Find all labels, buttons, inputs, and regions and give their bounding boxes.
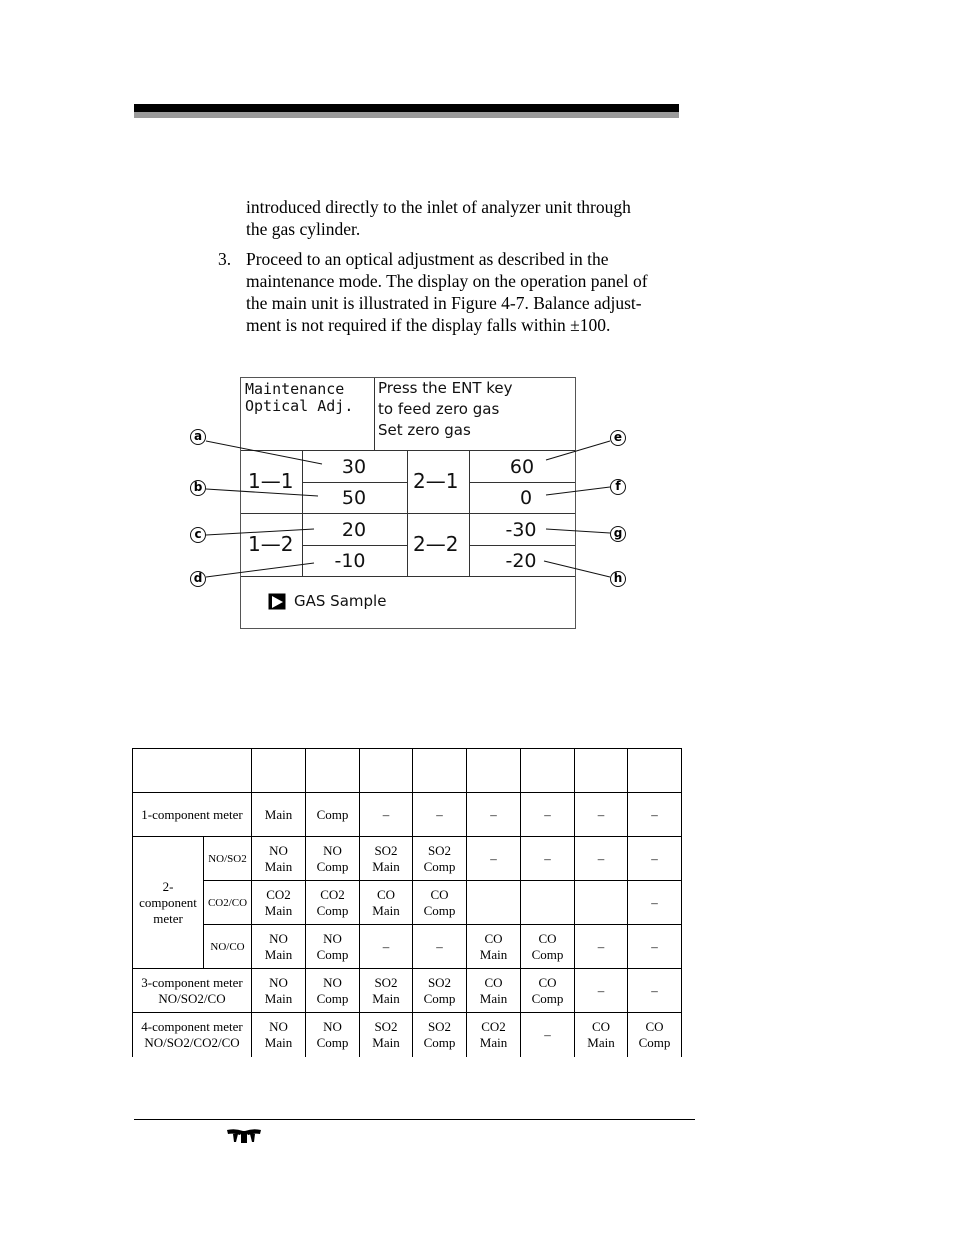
- value-c: 20: [341, 519, 367, 541]
- table-cell: [252, 1013, 306, 1057]
- cell-line: Main: [264, 990, 293, 1006]
- status-text: GAS Sample: [294, 592, 387, 610]
- value-e: 60: [509, 456, 535, 478]
- cell-line: SO2: [427, 1018, 452, 1034]
- table-row: [133, 837, 682, 881]
- channel-label-1-1: 1—1: [248, 469, 294, 493]
- channel-label-2-1: 2—1: [413, 469, 459, 493]
- table-cell: Comp: [306, 793, 360, 837]
- header-cell: [575, 749, 628, 793]
- header-cell: [521, 749, 575, 793]
- row-label-line: 3-component meter: [141, 974, 243, 990]
- value-h: -20: [505, 550, 537, 572]
- cell-line: SO2: [374, 974, 398, 990]
- cell-line: SO2: [374, 842, 398, 858]
- header-cell: [467, 749, 521, 793]
- table-cell: –: [628, 793, 682, 837]
- cell-line: Comp: [531, 990, 564, 1006]
- cell-line: Comp: [638, 1034, 671, 1050]
- table-cell: –: [413, 793, 467, 837]
- table-cell: –: [628, 837, 682, 881]
- value-d: -10: [334, 550, 366, 572]
- row-label-line: NO/SO2/CO2/CO: [144, 1034, 240, 1050]
- table-cell: Main: [252, 793, 306, 837]
- cell-line: NO: [323, 1018, 342, 1034]
- header-cell: [133, 749, 252, 793]
- lcd-title: Maintenance: [245, 380, 345, 398]
- table-cell: –: [575, 837, 628, 881]
- cell-line: CO: [538, 930, 557, 946]
- channel-label-1-2: 1—2: [248, 532, 294, 556]
- table-cell: –: [467, 793, 521, 837]
- row-label-line: NO/SO2/CO: [158, 990, 226, 1006]
- header-cell: [360, 749, 413, 793]
- table-row: [133, 969, 682, 1013]
- table-cell: [575, 881, 628, 925]
- cell-line: Main: [264, 946, 293, 962]
- table-cell: [521, 925, 575, 969]
- callout-a: a: [190, 429, 206, 445]
- table-cell: [306, 881, 360, 925]
- table-cell: [575, 1013, 628, 1057]
- cell-line: Main: [264, 1034, 293, 1050]
- cell-line: SO2: [427, 974, 452, 990]
- cell-line: Main: [372, 858, 400, 874]
- table-cell: [360, 1013, 413, 1057]
- cell-line: CO: [538, 974, 557, 990]
- cell-line: CO2: [481, 1018, 506, 1034]
- table-cell: [252, 925, 306, 969]
- table-cell: –: [575, 925, 628, 969]
- cell-line: Main: [372, 902, 400, 918]
- table-cell: [360, 969, 413, 1013]
- cell-line: Comp: [531, 946, 564, 962]
- table-cell: –: [360, 925, 413, 969]
- table-cell: –: [628, 969, 682, 1013]
- row-label: 1-component meter: [133, 793, 252, 837]
- row-label: [133, 969, 252, 1013]
- table-cell: [306, 837, 360, 881]
- cell-line: Main: [372, 1034, 400, 1050]
- cell-line: Comp: [316, 858, 349, 874]
- cell-line: Comp: [423, 858, 456, 874]
- table-cell: –: [521, 1013, 575, 1057]
- table-cell: [467, 969, 521, 1013]
- table-cell: [360, 881, 413, 925]
- group-label-line: 2-: [162, 878, 174, 894]
- table-cell: [306, 1013, 360, 1057]
- cell-line: Main: [587, 1034, 615, 1050]
- table-row: [133, 881, 682, 925]
- step-number: 3.: [218, 249, 232, 269]
- lcd-message: Set zero gas: [378, 421, 471, 439]
- value-a: 30: [341, 456, 367, 478]
- table-cell: –: [360, 793, 413, 837]
- table-cell: –: [413, 925, 467, 969]
- table-row: [133, 1013, 682, 1057]
- cell-line: Comp: [423, 1034, 456, 1050]
- group-label-line: meter: [153, 910, 183, 926]
- row-label-line: 4-component meter: [141, 1018, 243, 1034]
- cell-line: Comp: [316, 990, 349, 1006]
- cell-line: CO: [376, 886, 396, 902]
- step-line: Proceed to an optical adjustment as described in the: [246, 249, 609, 269]
- cell-line: SO2: [374, 1018, 398, 1034]
- channel-label-2-2: 2—2: [413, 532, 459, 556]
- table-cell: [360, 837, 413, 881]
- step-line: the main unit is illustrated in Figure 4-7. Balance adjust-: [246, 293, 642, 313]
- table-cell: –: [628, 881, 682, 925]
- table-cell: –: [521, 793, 575, 837]
- table-cell: –: [521, 837, 575, 881]
- table-cell: –: [575, 793, 628, 837]
- table-row: [133, 925, 682, 969]
- cell-line: Main: [479, 990, 508, 1006]
- lcd-message: to feed zero gas: [378, 400, 500, 418]
- table-cell: [467, 1013, 521, 1057]
- sub-label: NO/CO: [204, 925, 252, 969]
- cell-line: CO: [484, 974, 503, 990]
- cell-line: NO: [269, 1018, 288, 1034]
- continuation-line: introduced directly to the inlet of analyzer unit through: [246, 197, 631, 217]
- table-cell: [467, 925, 521, 969]
- lcd-title: Optical Adj.: [245, 397, 354, 415]
- cell-line: NO: [269, 930, 288, 946]
- table-cell: [252, 881, 306, 925]
- cell-line: SO2: [427, 842, 452, 858]
- sub-label: NO/SO2: [204, 837, 252, 881]
- cell-line: CO: [430, 886, 449, 902]
- row-label: [133, 1013, 252, 1057]
- header-cell: [252, 749, 306, 793]
- cell-line: Main: [372, 990, 400, 1006]
- sub-label: CO2/CO: [204, 881, 252, 925]
- table-cell: [306, 925, 360, 969]
- cell-line: NO: [323, 974, 342, 990]
- table-cell: [413, 1013, 467, 1057]
- table-cell: [306, 969, 360, 1013]
- value-b: 50: [341, 487, 367, 509]
- cell-line: Main: [264, 902, 293, 918]
- group-label-2-component: [133, 837, 204, 969]
- cell-line: CO2: [320, 886, 345, 902]
- callout-g: g: [610, 526, 626, 542]
- cell-line: NO: [269, 842, 288, 858]
- callout-f: f: [610, 479, 626, 495]
- callout-c: c: [190, 527, 206, 543]
- table-cell: [628, 1013, 682, 1057]
- table-cell: [521, 881, 575, 925]
- callout-h: h: [610, 571, 626, 587]
- header-cell: [628, 749, 682, 793]
- value-f: 0: [519, 487, 533, 509]
- header-row: [133, 749, 682, 793]
- table-cell: [521, 969, 575, 1013]
- cell-line: CO: [591, 1018, 611, 1034]
- table-cell: [413, 881, 467, 925]
- cell-line: NO: [323, 930, 342, 946]
- cell-line: Comp: [316, 946, 349, 962]
- table-cell: [252, 837, 306, 881]
- callout-e: e: [610, 430, 626, 446]
- value-g: -30: [505, 519, 537, 541]
- table-cell: –: [575, 969, 628, 1013]
- cell-line: Comp: [423, 990, 456, 1006]
- cell-line: Main: [264, 858, 293, 874]
- group-label-line: component: [139, 894, 197, 910]
- table-cell: [413, 969, 467, 1013]
- cell-line: CO2: [266, 886, 291, 902]
- header-cell: [413, 749, 467, 793]
- component-table: [132, 748, 682, 1057]
- table-cell: [467, 881, 521, 925]
- cell-line: Main: [479, 946, 508, 962]
- table-cell: –: [628, 925, 682, 969]
- callout-d: d: [190, 571, 206, 587]
- cell-line: Comp: [316, 902, 349, 918]
- cell-line: NO: [323, 842, 342, 858]
- cell-line: Main: [479, 1034, 508, 1050]
- table-cell: –: [467, 837, 521, 881]
- table-cell: [252, 969, 306, 1013]
- step-line: ment is not required if the display falls within ±100.: [246, 315, 611, 335]
- cell-line: CO: [645, 1018, 664, 1034]
- company-logo-icon: [225, 1128, 263, 1144]
- cell-line: CO: [484, 930, 503, 946]
- table-row: [133, 793, 682, 837]
- step-line: maintenance mode. The display on the operation panel of: [246, 271, 648, 291]
- footer-rule: [134, 1119, 695, 1120]
- lcd-message: Press the ENT key: [378, 379, 513, 397]
- cell-line: NO: [269, 974, 288, 990]
- cell-line: Comp: [316, 1034, 349, 1050]
- callout-b: b: [190, 480, 206, 496]
- header-cell: [306, 749, 360, 793]
- continuation-line: the gas cylinder.: [246, 219, 361, 239]
- table-cell: [413, 837, 467, 881]
- cell-line: Comp: [423, 902, 456, 918]
